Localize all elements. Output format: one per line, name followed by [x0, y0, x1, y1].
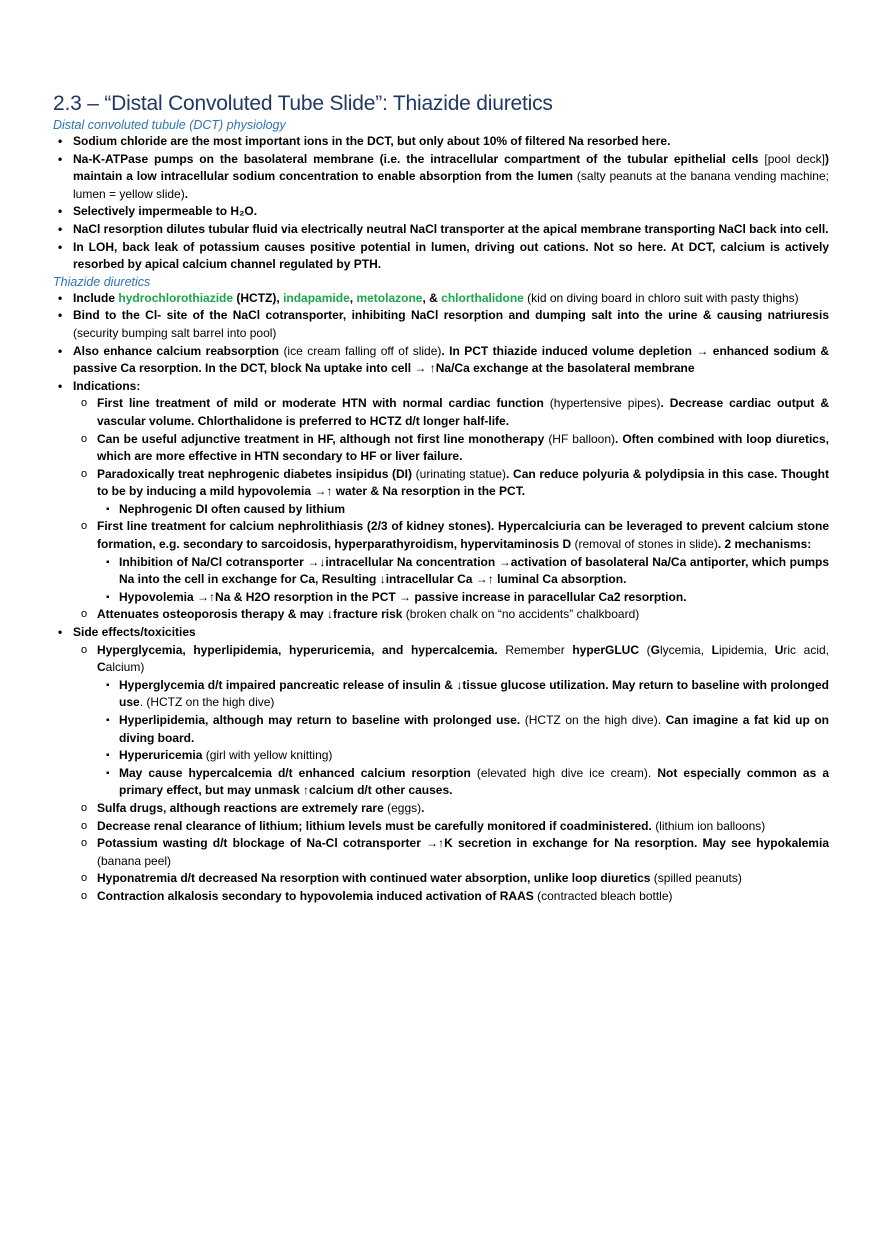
list-item: ▪ Hyperlipidemia, although may return to baseline with prolonged use. (HCTZ on the high dive). Can imagine a fat kid up on diving board.: [103, 712, 829, 747]
list-item: o Can be useful adjunctive treatment in HF, although not first line monotherapy (HF balloon). Often combined with loop diuretics, which are more effective in HTN secondary to HF or liver failure.: [76, 431, 829, 466]
list-item: • Side effects/toxicities o Hyperglycemia, hyperlipidemia, hyperuricemia, and hypercalcemia. Remember hyperGLUC (Glycemia, Lipidemia, Uric acid, Calcium) ▪ Hyperglycemia d/t impaired pancreatic release of insulin & ↓tissue glucose utilization. May return to baseline with prolonged use. (HCTZ on the high dive) ▪ Hyperlipidemia, although may return to baseline with prolonged use. (HCTZ on the high dive). Can imagine a fat kid up on diving board. ▪ Hyperuricemia (girl with yellow knitting) ▪ May cause hypercalcemia d/t enhanced calcium resorption (elevated high dive ice cream). Not especially common as a primary effect, but may unmask ↑calcium d/t other causes. o Sulfa drugs, although reactions are extremely rare (eggs). o Decrease renal clearance of lithium; lithium levels must be carefully monitored if coadministered. (lithium ion balloons) o Potassium wasting d/t blockage of Na-Cl cotransporter →↑K secretion in exchange for Na resorption. May see hypokalemia (banana peel) o Hyponatremia d/t decreased Na resorption with continued water absorption, unlike loop diuretics (spilled peanuts) o Contraction alkalosis secondary to hypovolemia induced activation of RAAS (contracted bleach bottle): [53, 624, 829, 906]
list-item: • Indications: o First line treatment of mild or moderate HTN with normal cardiac function (hypertensive pipes). Decrease cardiac output & vascular volume. Chlorthalidone is preferred to HCTZ d/t longer half-life. o Can be useful adjunctive treatment in HF, although not first line monotherapy (HF balloon). Often combined with loop diuretics, which are more effective in HTN secondary to HF or liver failure. o Paradoxically treat nephrogenic diabetes insipidus (DI) (urinating statue). Can reduce polyuria & polydipsia in this case. Thought to be by inducing a mild hypovolemia →↑ water & Na resorption in the PCT. ▪ Nephrogenic DI often caused by lithium o First line treatment for calcium nephrolithiasis (2/3 of kidney stones). Hypercalciuria can be leveraged to prevent calcium stone formation, e.g. secondary to sarcoidosis, hyperparathyroidism, hypervitaminosis D (removal of stones in slide). 2 mechanisms: ▪ Inhibition of Na/Cl cotransporter →↓intracellular Na concentration →activation of basolateral Na/Ca antiporter, which pumps Na into the cell in exchange for Ca, Resulting ↓intracellular Ca →↑ luminal Ca absorption. ▪ Hypovolemia →↑Na & H2O resorption in the PCT → passive increase in paracellular Ca2 resorption. o Attenuates osteoporosis therapy & may ↓fracture risk (broken chalk on “no accidents” chalkboard): [53, 378, 829, 624]
list-item: ▪ Hyperglycemia d/t impaired pancreatic release of insulin & ↓tissue glucose utilization. May return to baseline with prolonged use. (HCTZ on the high dive): [103, 677, 829, 712]
list-item: ▪ Hypovolemia →↑Na & H2O resorption in the PCT → passive increase in paracellular Ca2 resorption.: [103, 589, 829, 607]
side-effects-list: [76, 642, 829, 906]
list-item: o Hyperglycemia, hyperlipidemia, hyperuricemia, and hypercalcemia. Remember hyperGLUC (Glycemia, Lipidemia, Uric acid, Calcium) ▪ Hyperglycemia d/t impaired pancreatic release of insulin & ↓tissue glucose utilization. May return to baseline with prolonged use. (HCTZ on the high dive) ▪ Hyperlipidemia, although may return to baseline with prolonged use. (HCTZ on the high dive). Can imagine a fat kid up on diving board. ▪ Hyperuricemia (girl with yellow knitting) ▪ May cause hypercalcemia d/t enhanced calcium resorption (elevated high dive ice cream). Not especially common as a primary effect, but may unmask ↑calcium d/t other causes.: [76, 642, 829, 800]
indications-list: [76, 395, 829, 624]
list-item: ▪ May cause hypercalcemia d/t enhanced calcium resorption (elevated high dive ice cream). Not especially common as a primary effect, but may unmask ↑calcium d/t other causes.: [103, 765, 829, 800]
thiazide-section-heading: Thiazide diuretics: [53, 274, 151, 289]
list-item: o Sulfa drugs, although reactions are extremely rare (eggs).: [76, 800, 829, 818]
list-item: o Contraction alkalosis secondary to hypovolemia induced activation of RAAS (contracted bleach bottle): [76, 888, 829, 906]
list-item: ▪ Nephrogenic DI often caused by lithium: [103, 501, 829, 519]
list-item: • Na-K-ATPase pumps on the basolateral membrane (i.e. the intracellular compartment of the tubular epithelial cells [pool deck]) maintain a low intracellular sodium concentration to enable absorption from the lumen (salty peanuts at the banana vending machine; lumen = yellow slide).: [53, 151, 829, 204]
list-item: o First line treatment of mild or moderate HTN with normal cardiac function (hypertensive pipes). Decrease cardiac output & vascular volume. Chlorthalidone is preferred to HCTZ d/t longer half-life.: [76, 395, 829, 430]
list-item: ▪ Hyperuricemia (girl with yellow knitting): [103, 747, 829, 765]
list-item: • Include hydrochlorothiazide (HCTZ), indapamide, metolazone, & chlorthalidone (kid on diving board in chloro suit with pasty thighs): [53, 290, 829, 308]
drug-name: hydrochlorothiazide: [118, 290, 234, 305]
thiazide-bullet-list: [53, 290, 829, 906]
list-item: o Hyponatremia d/t decreased Na resorption with continued water absorption, unlike loop diuretics (spilled peanuts): [76, 870, 829, 888]
list-item: • NaCl resorption dilutes tubular fluid via electrically neutral NaCl transporter at the apical membrane transporting NaCl back into cell.: [53, 221, 829, 239]
list-item: o Decrease renal clearance of lithium; lithium levels must be carefully monitored if coadministered. (lithium ion balloons): [76, 818, 829, 836]
list-item: o Potassium wasting d/t blockage of Na-Cl cotransporter →↑K secretion in exchange for Na resorption. May see hypokalemia (banana peel): [76, 835, 829, 870]
dct-bullet-list: [53, 133, 829, 274]
list-item: • Also enhance calcium reabsorption (ice cream falling off of slide). In PCT thiazide induced volume depletion → enhanced sodium & passive Ca resorption. In the DCT, block Na uptake into cell → ↑Na/Ca exchange at the basolateral membrane: [53, 343, 829, 378]
list-item: o Paradoxically treat nephrogenic diabetes insipidus (DI) (urinating statue). Can reduce polyuria & polydipsia in this case. Thought to be by inducing a mild hypovolemia →↑ water & Na resorption in the PCT. ▪ Nephrogenic DI often caused by lithium: [76, 466, 829, 519]
list-item: o First line treatment for calcium nephrolithiasis (2/3 of kidney stones). Hypercalciuria can be leveraged to prevent calcium stone formation, e.g. secondary to sarcoidosis, hyperparathyroidism, hypervitaminosis D (removal of stones in slide). 2 mechanisms: ▪ Inhibition of Na/Cl cotransporter →↓intracellular Na concentration →activation of basolateral Na/Ca antiporter, which pumps Na into the cell in exchange for Ca, Resulting ↓intracellular Ca →↑ luminal Ca absorption. ▪ Hypovolemia →↑Na & H2O resorption in the PCT → passive increase in paracellular Ca2 resorption.: [76, 518, 829, 606]
list-item: • In LOH, back leak of potassium causes positive potential in lumen, driving out cations. Not so here. At DCT, calcium is actively resorbed by apical calcium channel regulated by PTH.: [53, 239, 829, 274]
drug-name: chlorthalidone: [441, 290, 524, 305]
list-item: • Bind to the Cl- site of the NaCl cotransporter, inhibiting NaCl resorption and dumping salt into the urine & causing natriuresis (security bumping salt barrel into pool): [53, 307, 829, 342]
list-item: • Sodium chloride are the most important ions in the DCT, but only about 10% of filtered Na resorbed here.: [53, 133, 829, 151]
list-item: ▪ Inhibition of Na/Cl cotransporter →↓intracellular Na concentration →activation of basolateral Na/Ca antiporter, which pumps Na into the cell in exchange for Ca, Resulting ↓intracellular Ca →↑ luminal Ca absorption.: [103, 554, 829, 589]
document-page: [53, 92, 829, 906]
dct-section-heading: Distal convoluted tubule (DCT) physiology: [53, 118, 286, 132]
page-title: 2.3 – “Distal Convoluted Tube Slide”: Thiazide diuretics: [53, 92, 553, 115]
drug-name: metolazone: [356, 290, 423, 305]
list-item: o Attenuates osteoporosis therapy & may ↓fracture risk (broken chalk on “no accidents” chalkboard): [76, 606, 829, 624]
drug-name: indapamide: [283, 290, 350, 305]
list-item: • Selectively impermeable to H₂O.: [53, 203, 829, 221]
